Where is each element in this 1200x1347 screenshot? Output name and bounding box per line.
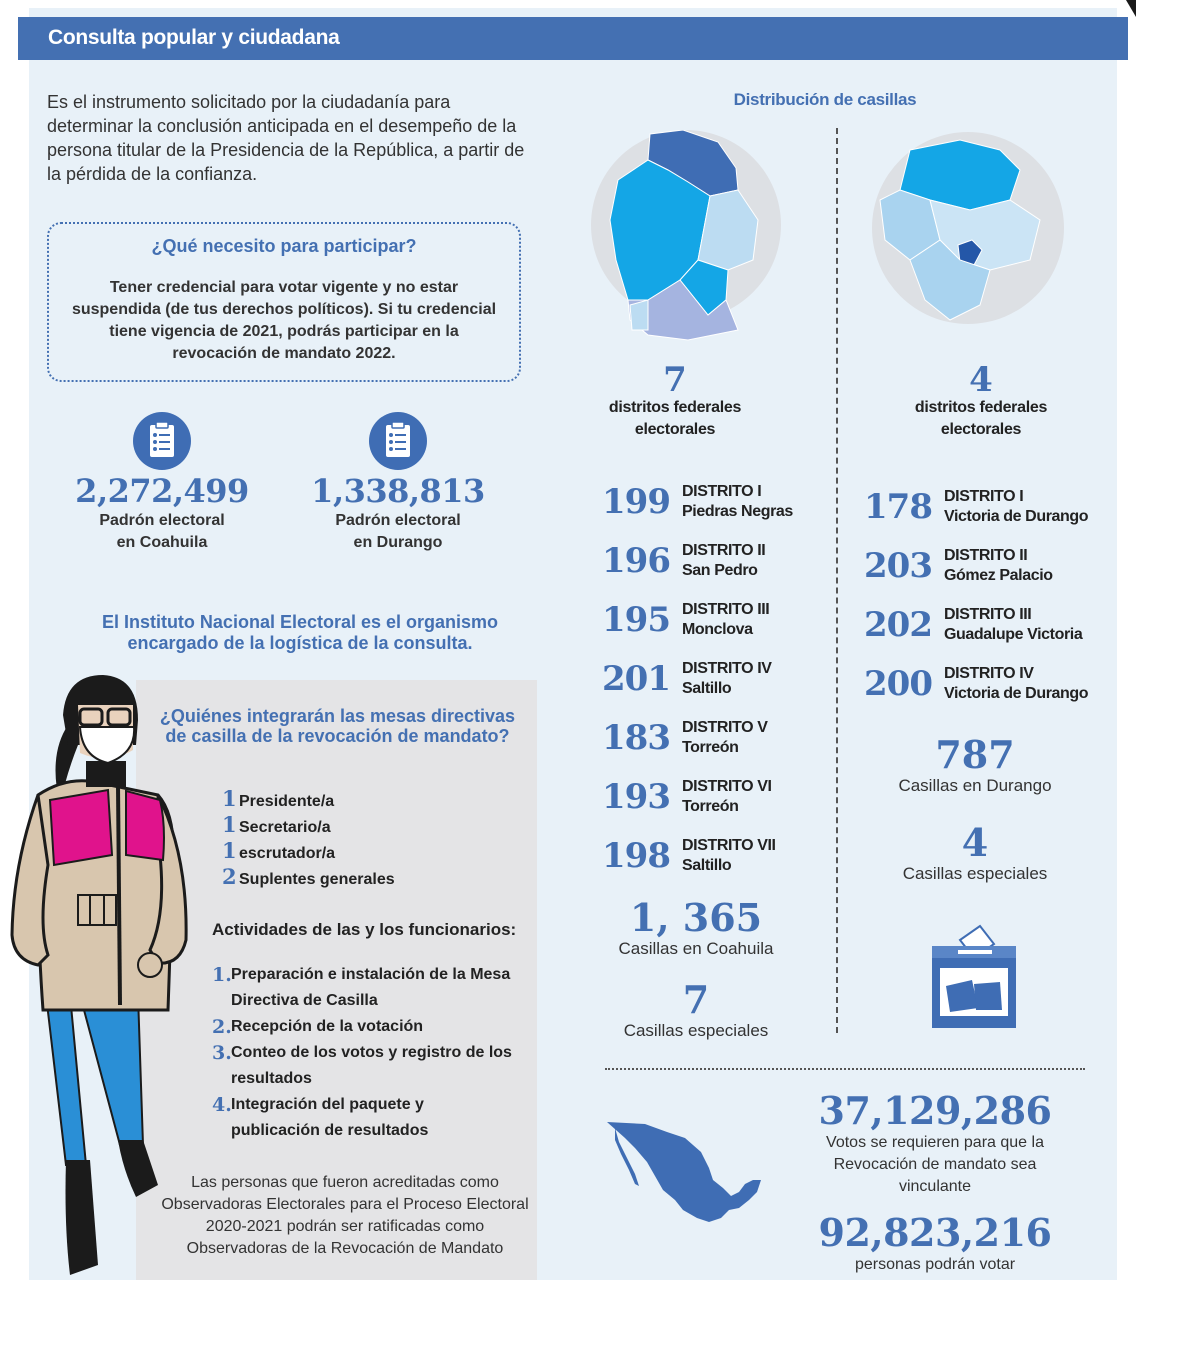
role-count: 1 — [222, 838, 237, 863]
district-casillas: 193 — [602, 776, 670, 817]
padron-durango — [288, 412, 508, 554]
role-label: Suplentes generales — [239, 871, 395, 888]
activity-number: 4. — [212, 1094, 232, 1116]
header-bar — [18, 17, 1128, 60]
roles-list — [222, 786, 395, 890]
casillas-special: 7 — [682, 977, 710, 1022]
districts-count: 7 — [663, 360, 687, 400]
votes-required: 37,129,286 — [818, 1088, 1052, 1133]
district-casillas: 202 — [864, 604, 932, 645]
district-name: DISTRITO I — [682, 482, 762, 500]
observers-note: Las personas que fueron acreditadas como Observadoras Electorales para el Proceso Electoral 2020-2021 podrán ser ratificadas como Observadoras de la Revocación de Mandato — [161, 1174, 529, 1257]
role-count: 1 — [222, 786, 237, 811]
district-row — [602, 649, 793, 708]
district-row — [602, 767, 793, 826]
padron-label: Padrón electoral en Coahuila — [99, 512, 225, 551]
district-name: DISTRITO III — [682, 600, 770, 618]
district-casillas: 183 — [602, 717, 670, 758]
votes-required-label: Votos se requieren para que la Revocación de mandato sea vinculante — [826, 1134, 1044, 1195]
coahuila-districts-list — [602, 472, 793, 885]
distribution-title: Distribución de casillas — [733, 90, 917, 109]
district-casillas: 203 — [864, 545, 932, 586]
district-city: Victoria de Durango — [944, 507, 1089, 525]
district-city: Torreón — [682, 797, 739, 815]
activity-text: Recepción de la votación — [231, 1018, 424, 1035]
role-item — [222, 812, 395, 838]
district-city: Saltillo — [682, 856, 732, 874]
mesas-title: ¿Quiénes integrarán las mesas directivas de casilla de la revocación de mandato? — [159, 706, 516, 746]
district-city: Torreón — [682, 738, 739, 756]
district-city: San Pedro — [682, 561, 758, 579]
role-count: 1 — [222, 812, 237, 837]
durango-map-icon — [870, 130, 1070, 335]
district-row — [864, 595, 1088, 654]
activity-item — [212, 1040, 512, 1092]
district-row — [602, 472, 793, 531]
clipboard-icon — [369, 412, 427, 470]
district-name: DISTRITO II — [682, 541, 766, 559]
durango-casillas-total — [865, 732, 1085, 797]
casillas-special-label: Casillas especiales — [623, 1021, 769, 1040]
person-illustration — [8, 665, 198, 1285]
activities-title: Actividades de las y los funcionarios: — [212, 920, 517, 939]
role-label: Secretario/a — [239, 819, 331, 836]
district-casillas: 198 — [602, 835, 670, 876]
durango-districts-list — [864, 477, 1088, 713]
activity-text: Integración del paquete y publicación de resultados — [231, 1096, 429, 1139]
national-votes — [795, 1090, 1075, 1276]
durango-casillas-special — [865, 820, 1085, 885]
activities-list — [212, 962, 512, 1144]
activity-number: 2. — [212, 1016, 232, 1038]
activity-item — [212, 1092, 512, 1144]
section-divider — [605, 1068, 1085, 1070]
district-city: Gómez Palacio — [944, 566, 1053, 584]
activity-item — [212, 1014, 512, 1040]
district-casillas: 201 — [602, 658, 670, 699]
column-divider — [836, 128, 838, 1033]
district-city: Saltillo — [682, 679, 732, 697]
activity-text: Preparación e instalación de la Mesa Directiva de Casilla — [231, 966, 511, 1009]
casillas-total-label: Casillas en Coahuila — [618, 939, 774, 958]
page-title: Consulta popular y ciudadana — [48, 26, 340, 49]
clipboard-icon — [133, 412, 191, 470]
district-name: DISTRITO II — [944, 546, 1028, 564]
districts-count: 4 — [969, 360, 993, 400]
activity-item — [212, 962, 512, 1014]
district-row — [864, 477, 1088, 536]
role-item — [222, 786, 395, 812]
role-item — [222, 864, 395, 890]
ine-text: El Instituto Nacional Electoral es el organismo encargado de la logística de la consulta. — [101, 612, 499, 653]
district-name: DISTRITO V — [682, 718, 768, 736]
role-item — [222, 838, 395, 864]
districts-label: distritos federales electorales — [608, 399, 742, 438]
district-casillas: 195 — [602, 599, 670, 640]
header-corner — [1126, 0, 1136, 17]
district-city: Victoria de Durango — [944, 684, 1089, 702]
intro-text: Es el instrumento solicitado por la ciudadanía para determinar la conclusión anticipada en el desempeño de la persona titular de la Presidencia de la República, a partir de la pérdida de la confianza. — [47, 92, 525, 184]
district-city: Piedras Negras — [682, 502, 793, 520]
district-name: DISTRITO VI — [682, 777, 772, 795]
coahuila-casillas-special — [586, 977, 806, 1042]
role-label: Presidente/a — [239, 793, 335, 810]
district-name: DISTRITO VII — [682, 836, 776, 854]
district-casillas: 178 — [864, 486, 932, 527]
coahuila-map-icon — [588, 130, 788, 350]
coahuila-districts-count — [575, 360, 775, 441]
district-row — [602, 590, 793, 649]
district-name: DISTRITO III — [944, 605, 1032, 623]
padron-coahuila — [52, 412, 272, 554]
district-row — [602, 708, 793, 767]
voters-label: personas podrán votar — [854, 1256, 1016, 1273]
role-label: escrutador/a — [239, 845, 336, 862]
district-city: Monclova — [682, 620, 753, 638]
voters-total: 92,823,216 — [818, 1210, 1052, 1255]
district-name: DISTRITO I — [944, 487, 1024, 505]
district-row — [602, 531, 793, 590]
activity-text: Conteo de los votos y registro de los resultados — [231, 1044, 512, 1087]
padron-label: Padrón electoral en Durango — [335, 512, 461, 551]
district-row — [864, 654, 1088, 713]
casillas-special-label: Casillas especiales — [902, 864, 1048, 883]
district-casillas: 196 — [602, 540, 670, 581]
district-name: DISTRITO IV — [682, 659, 772, 677]
district-row — [602, 826, 793, 885]
padron-value: 2,272,499 — [75, 472, 249, 510]
durango-districts-count — [881, 360, 1081, 441]
district-city: Guadalupe Victoria — [944, 625, 1083, 643]
ballot-box-icon — [928, 922, 1020, 1035]
activity-number: 1. — [212, 964, 232, 986]
requirements-box — [47, 222, 521, 382]
casillas-total-label: Casillas en Durango — [898, 776, 1052, 795]
casillas-total: 1, 365 — [629, 895, 763, 940]
casillas-total: 787 — [935, 732, 1015, 777]
district-name: DISTRITO IV — [944, 664, 1034, 682]
district-casillas: 199 — [602, 481, 670, 522]
casillas-special: 4 — [961, 820, 989, 865]
coahuila-casillas-total — [586, 895, 806, 960]
requirements-title: ¿Qué necesito para participar? — [151, 236, 417, 256]
padron-value: 1,338,813 — [311, 472, 485, 510]
requirements-text: Tener credencial para votar vigente y no estar suspendida (de tus derechos políticos). Si tu credencial tiene vigencia de 2021, podrás participar en la revocación de mandato 2022. — [71, 279, 497, 362]
districts-label: distritos federales electorales — [914, 399, 1048, 438]
district-row — [864, 536, 1088, 595]
activity-number: 3. — [212, 1042, 232, 1064]
role-count: 2 — [222, 864, 237, 889]
mexico-map-icon — [605, 1118, 765, 1233]
district-casillas: 200 — [864, 663, 932, 704]
